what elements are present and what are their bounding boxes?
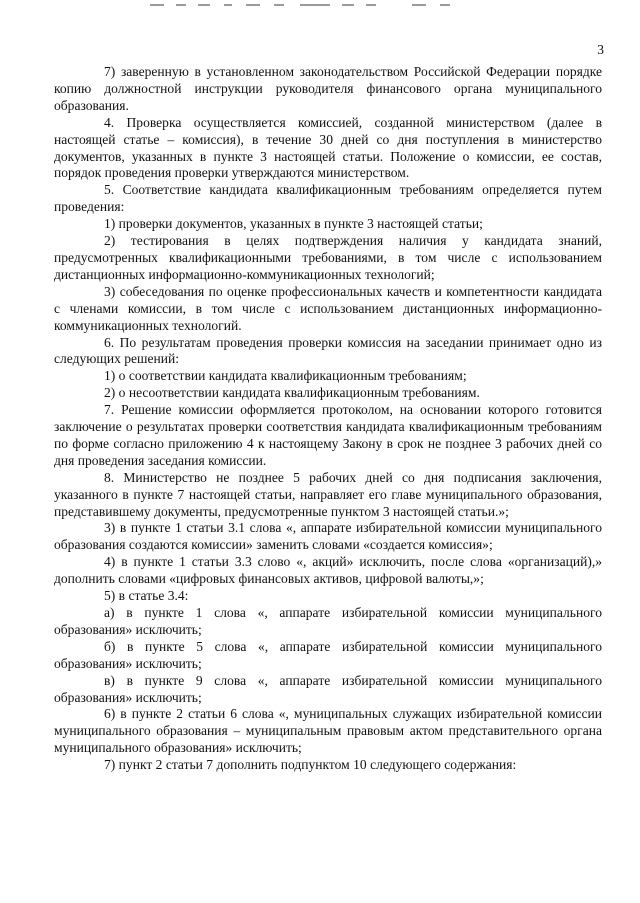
paragraph: 7) заверенную в установленном законодательством Российской Федерации порядке копию должностной инструкции руководителя финансового органа муниципального образования. [54, 64, 602, 113]
paragraph: а) в пункте 1 слова «, аппарате избирательной комиссии муниципального образования» исключить; [54, 605, 602, 637]
paragraph: 5. Соответствие кандидата квалификационным требованиям определяется путем проведения: [54, 182, 602, 215]
paragraph: 1) о соответствии кандидата квалификационным требованиям; [104, 368, 467, 384]
paragraph: 1) проверки документов, указанных в пункте 3 настоящей статьи; [104, 216, 483, 232]
scan-artifact [150, 2, 480, 8]
paragraph: 7) пункт 2 статьи 7 дополнить подпунктом 10 следующего содержания: [104, 757, 517, 773]
page-number: 3 [597, 42, 604, 57]
paragraph: 5) в статье 3.4: [104, 588, 189, 604]
document-body [54, 64, 602, 774]
paragraph: 3) в пункте 1 статьи 3.1 слова «, аппарате избирательной комиссии муниципального образования создаются комиссии» заменить словами «создается комиссия»; [54, 520, 602, 553]
paragraph: 2) тестирования в целях подтверждения наличия у кандидата знаний, предусмотренных квалификационными требованиями, в том числе с использованием дистанционных информационно-коммуникационных технологий; [54, 233, 602, 282]
paragraph: 6) в пункте 2 статьи 6 слова «, муниципальных служащих избирательной комиссии муниципального образования – муниципальным правовым актом представительного органа муниципального образования» исключить; [54, 706, 602, 756]
paragraph: б) в пункте 5 слова «, аппарате избирательной комиссии муниципального образования» исключить; [54, 638, 602, 671]
paragraph: 8. Министерство не позднее 5 рабочих дней со дня подписания заключения, указанного в пункте 7 настоящей статьи, направляет его главе муниципального образования, представившему документы, предусмотренные пунктом 3 настоящей статьи.»; [54, 469, 602, 519]
paragraph: 4. Проверка осуществляется комиссией, созданной министерством (далее в настоящей статье – комиссия), в течение 30 дней со дня поступления в министерство документов, указанных в пункте 3 настоящей статьи. Положение о комиссии, ее состав, порядок проведения проверки утверждаются министерством. [54, 114, 602, 181]
paragraph: 4) в пункте 1 статьи 3.3 слово «, акций» исключить, после слова «организаций),» дополнить словами «цифровых финансовых активов, цифровой валюты,»; [54, 554, 602, 587]
paragraph: 7. Решение комиссии оформляется протоколом, на основании которого готовится заключение о результатах проверки соответствия кандидата квалификационным требованиям по форме согласно приложению 4 к настоящему Закону в срок не позднее 3 рабочих дней со дня проведения заседания комиссии. [54, 402, 602, 468]
paragraph: 6. По результатам проведения проверки комиссия на заседании принимает одно из следующих решений: [54, 334, 602, 367]
paragraph: 2) о несоответствии кандидата квалификационным требованиям. [104, 385, 480, 401]
paragraph: в) в пункте 9 слова «, аппарате избирательной комиссии муниципального образования» исключить; [54, 672, 602, 705]
paragraph: 3) собеседования по оценке профессиональных качеств и компетентности кандидата с членами комиссии, в том числе с использованием дистанционных информационно-коммуникационных технологий. [54, 283, 602, 333]
